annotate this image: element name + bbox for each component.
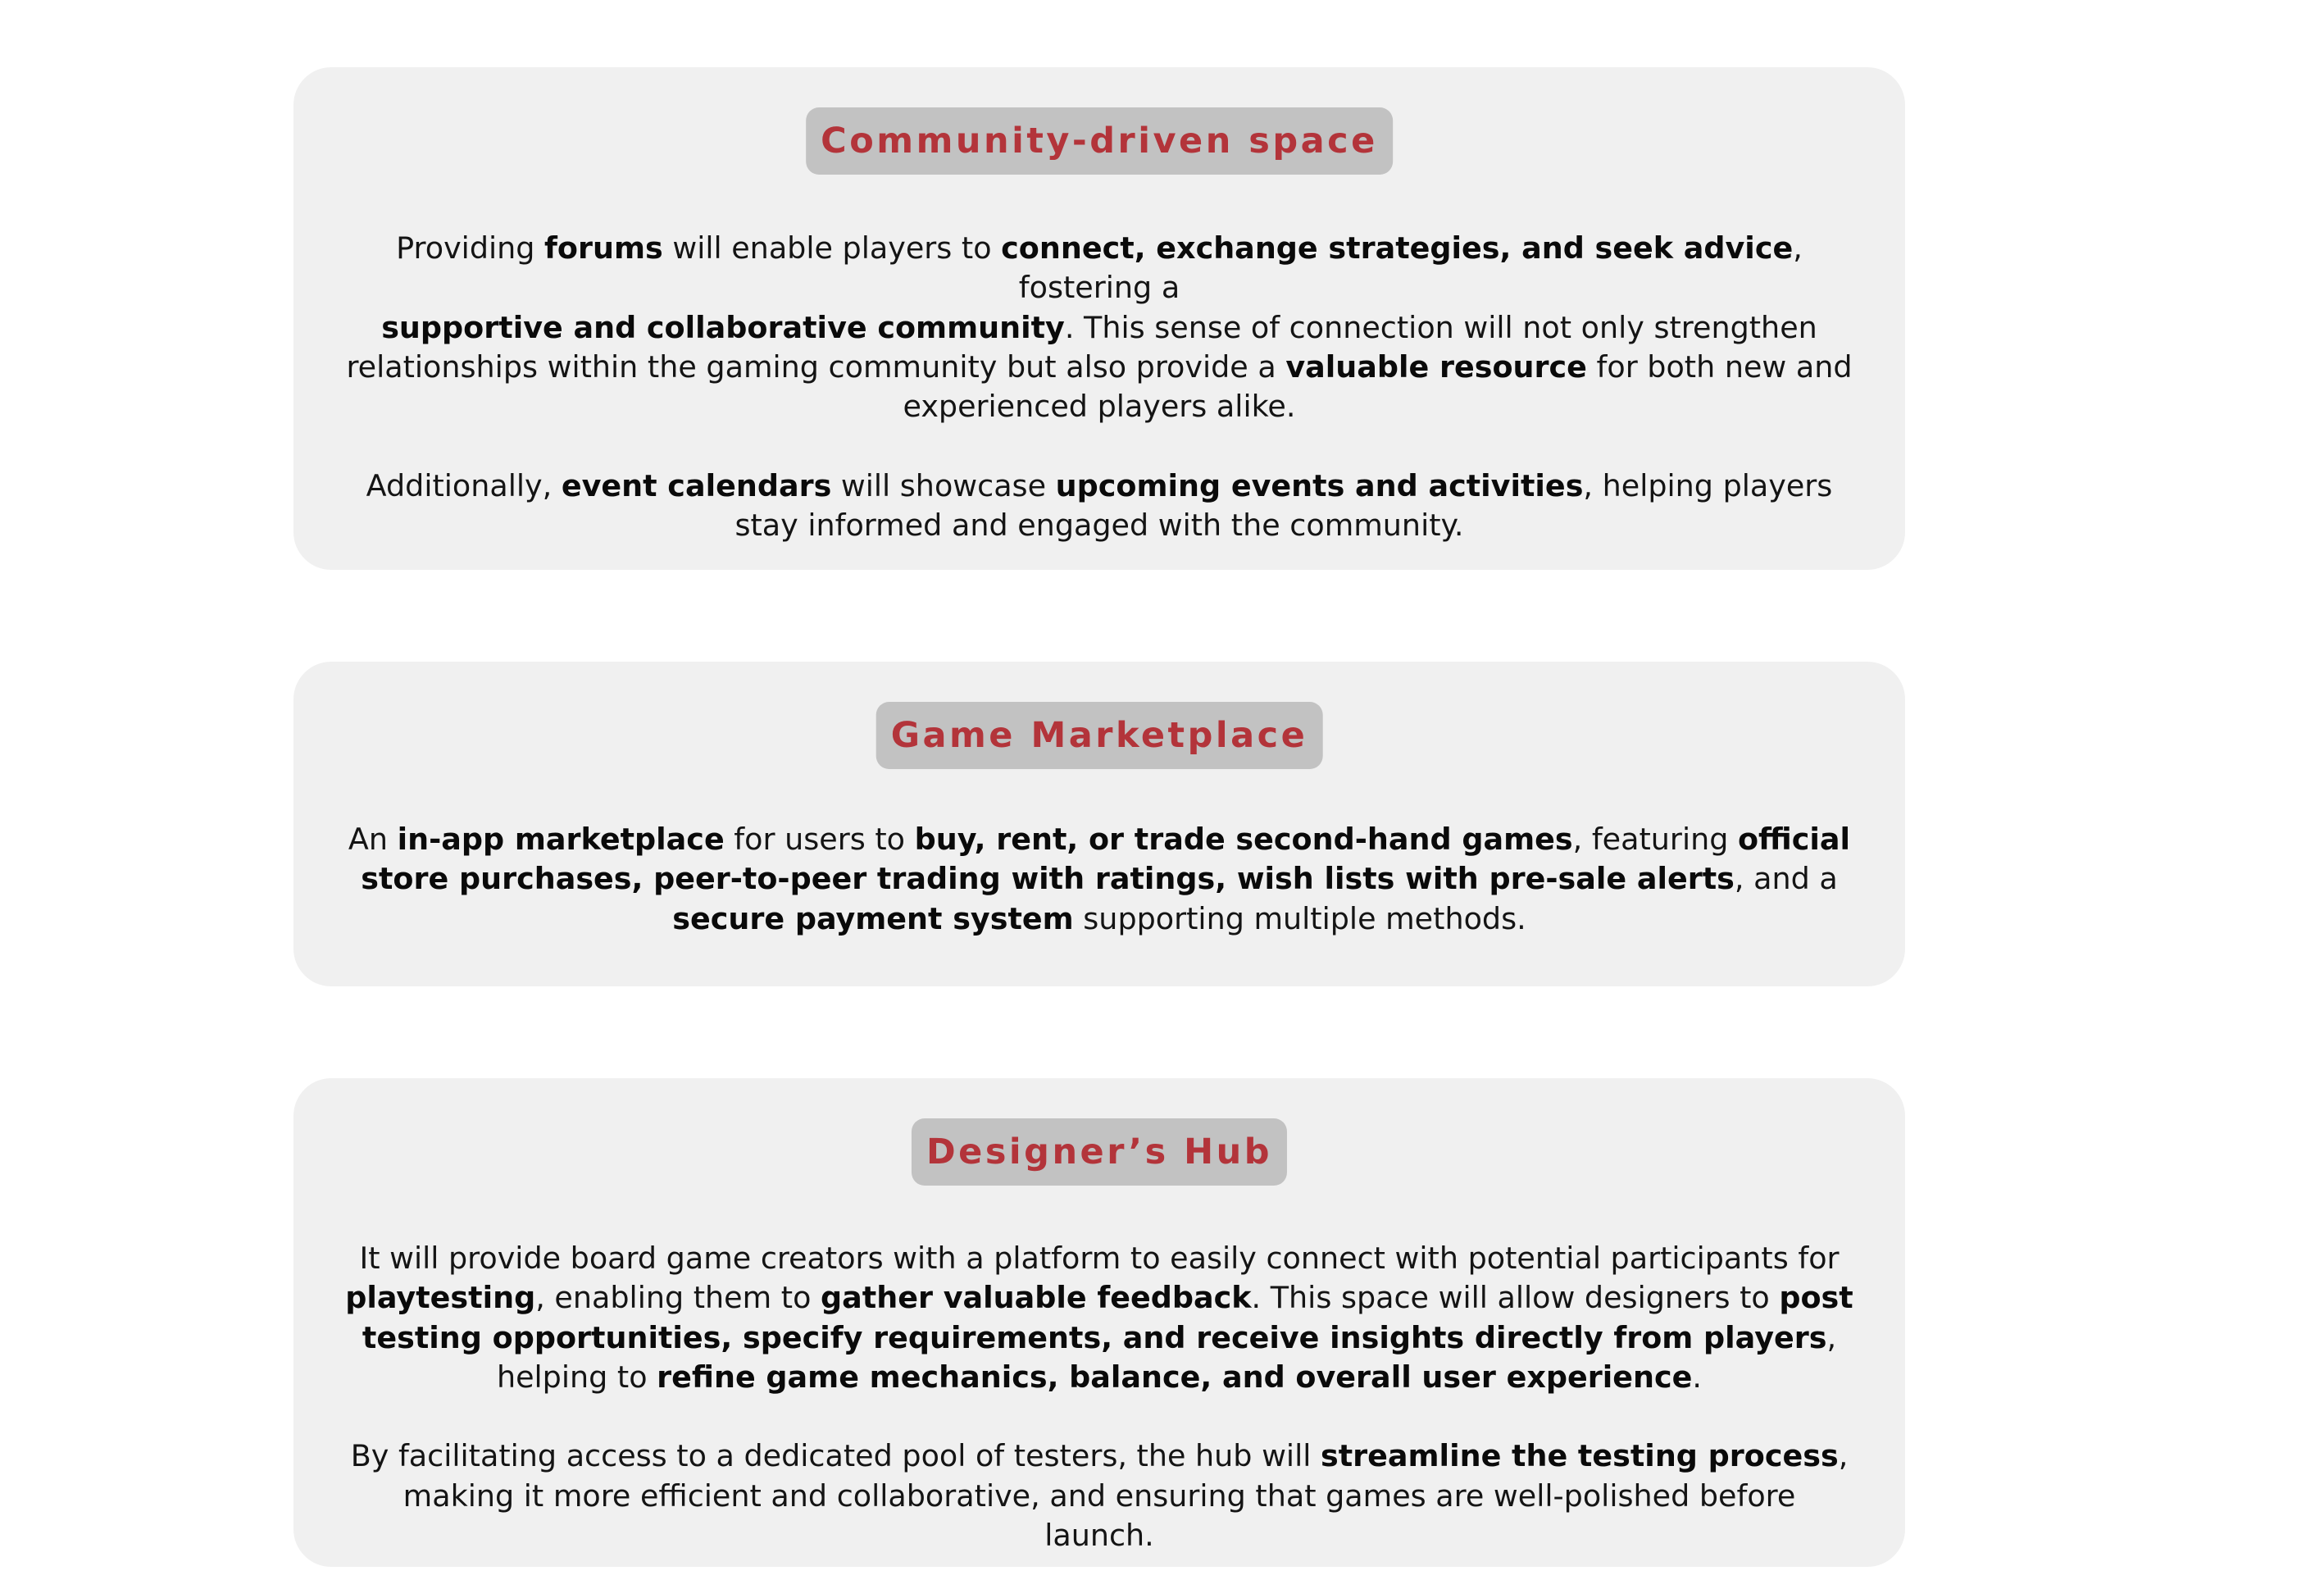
text-run-bold: official store purchases, peer-to-peer trading with ratings, wish lists with pre-sale alerts: [361, 822, 1851, 897]
text-run-bold: forums: [544, 230, 663, 266]
text-run-bold: valuable resource: [1285, 348, 1587, 385]
text-run: , featuring: [1572, 822, 1738, 857]
text-run-bold: supportive and collaborative community: [381, 309, 1065, 345]
text-run-bold: event calendars: [561, 467, 832, 503]
text-run: By facilitating access to a dedicated pool of testers, the hub will: [350, 1438, 1321, 1474]
text-run: . This space will allow designers to: [1251, 1280, 1780, 1316]
section-paragraph: [345, 1436, 1853, 1555]
text-run-bold: streamline the testing process: [1320, 1438, 1839, 1474]
text-run: , helping players stay informed and engaged with the community.: [734, 467, 1833, 544]
text-run: , fostering a: [1018, 230, 1803, 306]
text-run: for both new and experienced players alike.: [903, 348, 1853, 425]
text-run: It will provide board game creators with a platform to easily connect with potential participants for: [359, 1241, 1840, 1276]
section-card-marketplace: [293, 662, 1905, 986]
section-paragraph: [345, 820, 1853, 939]
text-run-bold: buy, rent, or trade second-hand games: [914, 822, 1573, 857]
text-run: , helping to: [496, 1319, 1837, 1395]
text-run: supporting multiple methods.: [1073, 900, 1526, 936]
text-run: , enabling them to: [535, 1280, 821, 1316]
text-run: . This sense of connection will not only strengthen relationships within the gaming community but also provide a: [346, 309, 1817, 385]
text-run: will enable players to: [662, 230, 1002, 266]
text-run-bold: playtesting: [345, 1280, 536, 1316]
text-run-bold: gather valuable feedback: [821, 1280, 1252, 1316]
text-run: for users to: [724, 822, 915, 857]
text-run-bold: secure payment system: [672, 900, 1074, 936]
section-paragraph: [345, 467, 1853, 546]
section-title-badge: [876, 702, 1323, 769]
section-title-badge: [806, 107, 1393, 175]
text-run-bold: refine game mechanics, balance, and overall user experience: [657, 1359, 1693, 1395]
text-run-bold: in-app marketplace: [397, 822, 725, 857]
text-run-bold: connect, exchange strategies, and seek advice: [1001, 230, 1794, 266]
text-run-bold: upcoming events and activities: [1055, 467, 1584, 503]
section-title: Community-driven space: [821, 121, 1378, 162]
section-body: [345, 820, 1853, 939]
section-card-designers-hub: [293, 1078, 1905, 1567]
text-run: .: [1692, 1359, 1703, 1395]
text-run-bold: post testing opportunities, specify requirements, and receive insights directly from players: [362, 1280, 1853, 1355]
section-paragraph: [345, 229, 1853, 426]
text-run: Providing: [396, 230, 545, 266]
text-run: Additionally,: [366, 467, 562, 503]
section-paragraph: [345, 1239, 1853, 1397]
section-body: [345, 229, 1853, 545]
text-run: will showcase: [831, 467, 1056, 503]
section-title: Game Marketplace: [890, 715, 1308, 756]
section-title-badge: [912, 1118, 1287, 1186]
text-run: , and a: [1734, 861, 1838, 897]
text-run: , making it more efficient and collaborative, and ensuring that games are well-polished before launch.: [402, 1438, 1849, 1554]
text-run: An: [348, 822, 398, 857]
section-card-community: [293, 67, 1905, 570]
section-body: [345, 1239, 1853, 1555]
section-title: Designer’s Hub: [926, 1131, 1273, 1172]
